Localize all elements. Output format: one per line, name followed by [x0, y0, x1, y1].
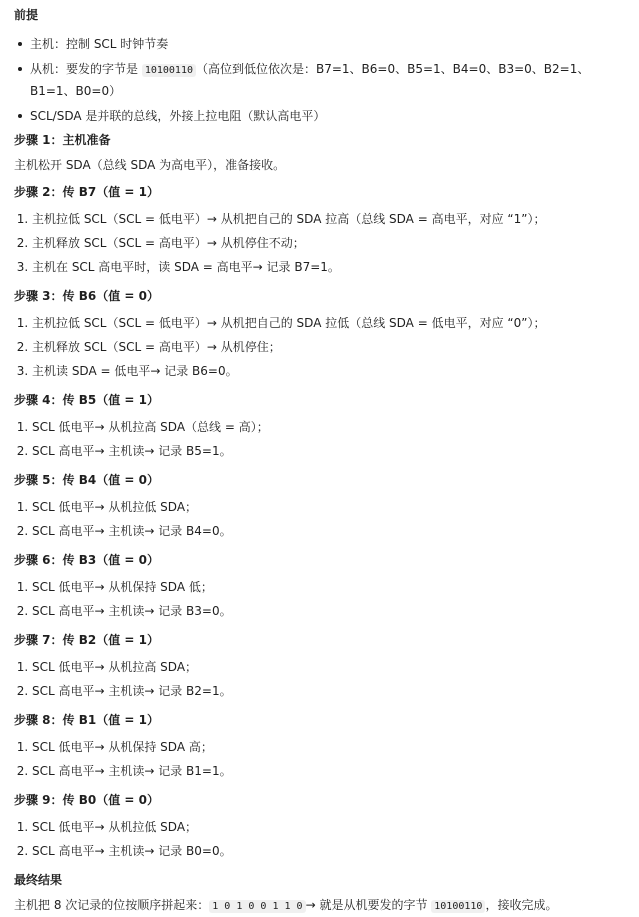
list-item: 1. SCL 低电平→ 从机拉低 SDA； — [32, 815, 625, 839]
premise-item — [30, 106, 625, 126]
step-heading: 步骤 6：传 B3（值 = 0） — [14, 553, 159, 567]
premise-item-text: （高位到低位依次是：B7=1、B6=0、B5=1、B4=0、B3=0、B2=1、B1=1、B0=0） — [30, 62, 590, 98]
list-item: 2. SCL 高电平→ 主机读→ 记录 B2=1。 — [32, 679, 625, 703]
list-item: 1. 主机拉低 SCL（SCL = 低电平）→ 从机把自己的 SDA 拉低（总线 SDA = 低电平，对应 “0”）； — [32, 311, 625, 335]
step-heading: 步骤 4：传 B5（值 = 1） — [14, 393, 159, 407]
list-item: 3. 主机在 SCL 高电平时，读 SDA = 高电平→ 记录 B7=1。 — [32, 255, 625, 279]
step-heading: 步骤 7：传 B2（值 = 1） — [14, 633, 159, 647]
step-list — [14, 495, 625, 543]
premise-heading: 前提 — [14, 8, 39, 22]
list-item: 1. SCL 低电平→ 从机拉高 SDA（总线 = 高）； — [32, 415, 625, 439]
list-item: 2. SCL 高电平→ 主机读→ 记录 B3=0。 — [32, 599, 625, 623]
list-item: 2. SCL 高电平→ 主机读→ 记录 B0=0。 — [32, 839, 625, 863]
list-item: 2. 主机释放 SCL（SCL = 高电平）→ 从机停住不动； — [32, 231, 625, 255]
final-heading: 最终结果 — [14, 873, 63, 887]
list-item: 3. 主机读 SDA = 低电平→ 记录 B6=0。 — [32, 359, 625, 383]
list-item: 1. SCL 低电平→ 从机拉低 SDA； — [32, 495, 625, 519]
premise-item-text: SCL/SDA 是并联的总线，外接上拉电阻（默认高电平） — [30, 109, 326, 123]
byte-code: 10100110 — [431, 900, 485, 913]
list-item: 1. SCL 低电平→ 从机保持 SDA 低； — [32, 575, 625, 599]
step-list — [14, 207, 625, 279]
list-item: 2. SCL 高电平→ 主机读→ 记录 B5=1。 — [32, 439, 625, 463]
premise-item — [30, 34, 625, 54]
final-text: ，接收完成。 — [485, 898, 558, 912]
premise-item-text: 从机：要发的字节是 — [30, 62, 142, 76]
step-list — [14, 575, 625, 623]
list-item: 1. 主机拉低 SCL（SCL = 低电平）→ 从机把自己的 SDA 拉高（总线 SDA = 高电平，对应 “1”）； — [32, 207, 625, 231]
step-list — [14, 311, 625, 383]
final-paragraph — [14, 895, 625, 917]
list-item: 1. SCL 低电平→ 从机保持 SDA 高； — [32, 735, 625, 759]
step-list — [14, 815, 625, 863]
step-list — [14, 735, 625, 783]
list-item: 2. SCL 高电平→ 主机读→ 记录 B4=0。 — [32, 519, 625, 543]
step-heading: 步骤 1：主机准备 — [14, 133, 111, 147]
step-list — [14, 415, 625, 463]
byte-code: 10100110 — [142, 64, 196, 77]
final-text: 主机把 8 次记录的位按顺序拼起来： — [14, 898, 210, 912]
step-list — [14, 655, 625, 703]
final-text: → 就是从机要发的字节 — [305, 898, 432, 912]
step-heading: 步骤 2：传 B7（值 = 1） — [14, 185, 159, 199]
list-item: 2. SCL 高电平→ 主机读→ 记录 B1=1。 — [32, 759, 625, 783]
list-item: 2. 主机释放 SCL（SCL = 高电平）→ 从机停住； — [32, 335, 625, 359]
step-heading: 步骤 9：传 B0（值 = 0） — [14, 793, 159, 807]
step-heading: 步骤 3：传 B6（值 = 0） — [14, 289, 159, 303]
premise-item — [30, 59, 625, 101]
step-heading: 步骤 5：传 B4（值 = 0） — [14, 473, 159, 487]
step-paragraph: 主机松开 SDA（总线 SDA 为高电平），准备接收。 — [14, 158, 286, 172]
step-heading: 步骤 8：传 B1（值 = 1） — [14, 713, 159, 727]
premise-item-text: 主机：控制 SCL 时钟节奏 — [30, 37, 169, 51]
list-item: 1. SCL 低电平→ 从机拉高 SDA； — [32, 655, 625, 679]
premise-list — [14, 34, 625, 126]
bits-code: 1 0 1 0 0 1 1 0 — [209, 900, 305, 913]
